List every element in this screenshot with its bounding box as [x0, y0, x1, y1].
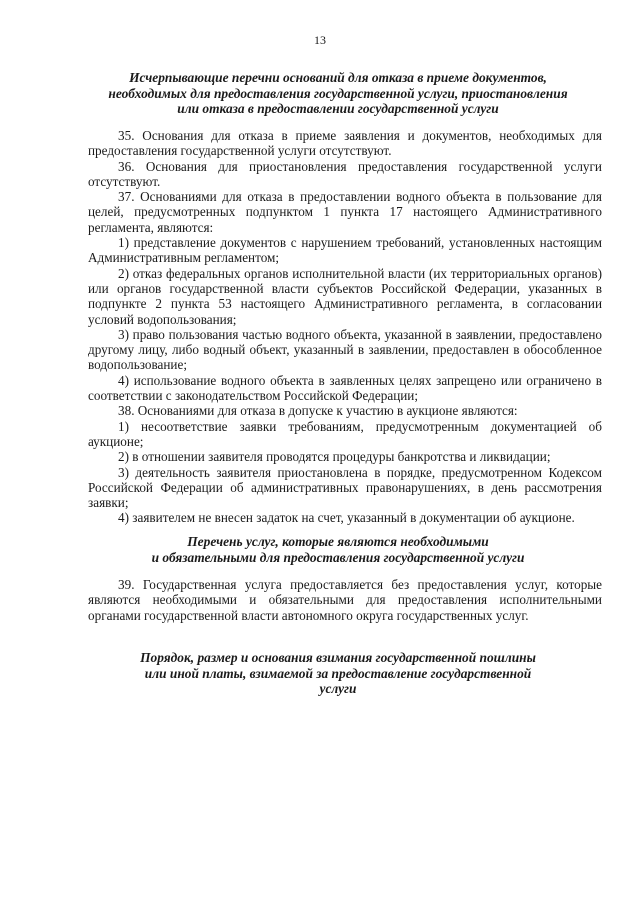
- page-number: 13: [314, 33, 326, 47]
- section-heading-refusal-grounds: [88, 70, 588, 117]
- paragraph-38-item-2: 2) в отношении заявителя проводятся процедуры банкротства и ликвидации;: [118, 449, 551, 465]
- paragraph-38: 38. Основаниями для отказа в допуске к участию в аукционе являются:: [118, 403, 518, 419]
- section-heading-state-fee: [88, 650, 588, 697]
- paragraph-38-item-3: 3) деятельность заявителя приостановлена в порядке, предусмотренном Кодексом Российской Федерации об административных правонарушениях, в день рассмотрения заявки;: [88, 464, 602, 511]
- paragraph-36: 36. Основания для приостановления предоставления государственной услуги отсутствуют.: [88, 158, 602, 189]
- heading-line: Порядок, размер и основания взимания государственной пошлины: [140, 650, 536, 665]
- section-body-required-services: [88, 577, 602, 623]
- paragraph-37-item-1: 1) представление документов с нарушением требований, установленных настоящим Административным регламентом;: [88, 235, 602, 266]
- heading-line: Перечень услуг, которые являются необходимыми: [187, 534, 489, 549]
- paragraph-37-item-3: 3) право пользования частью водного объекта, указанной в заявлении, предоставлено другому лицу, либо водный объект, указанный в заявлении, предоставлен в обособленное водопользование;: [88, 326, 602, 373]
- paragraph-37-item-2: 2) отказ федеральных органов исполнительной власти (их территориальных органов) или органов государственной власти субъектов Российской Федерации, указанных в подпункте 2 пункта 53 настоящего Административного регламента, в согласовании условий водопользования;: [88, 265, 602, 327]
- heading-line: или отказа в предоставлении государственной услуги: [177, 101, 499, 116]
- paragraph-38-item-1: 1) несоответствие заявки требованиям, предусмотренным документацией об аукционе;: [88, 418, 602, 449]
- heading-line: услуги: [319, 681, 357, 696]
- section-heading-required-services: [88, 534, 588, 565]
- heading-line: Исчерпывающие перечни оснований для отказа в приеме документов,: [129, 70, 547, 85]
- paragraph-37-item-4: 4) использование водного объекта в заявленных целях запрещено или ограничено в соответствии с законодательством Российской Федерации;: [88, 372, 602, 404]
- heading-line: необходимых для предоставления государственной услуги, приостановления: [108, 85, 568, 101]
- paragraph-39: 39. Государственная услуга предоставляется без предоставления услуг, которые являются необходимыми и обязательными для предоставления исполнительными органами государственной власти автономного округа государственных услуг.: [88, 577, 602, 623]
- paragraph-37: 37. Основаниями для отказа в предоставлении водного объекта в пользование для целей, предусмотренных подпунктом 1 пункта 17 настоящего Административного регламента, являются:: [88, 189, 602, 235]
- heading-line: и обязательными для предоставления государственной услуги: [151, 549, 525, 565]
- paragraph-38-item-4: 4) заявителем не внесен задаток на счет, указанный в документации об аукционе.: [118, 510, 575, 526]
- paragraph-35: 35. Основания для отказа в приеме заявления и документов, необходимых для предоставления государственной услуги отсутствуют.: [88, 128, 602, 159]
- heading-line: или иной платы, взимаемой за предоставление государственной: [144, 665, 532, 681]
- section-body-refusal-grounds: [88, 128, 602, 526]
